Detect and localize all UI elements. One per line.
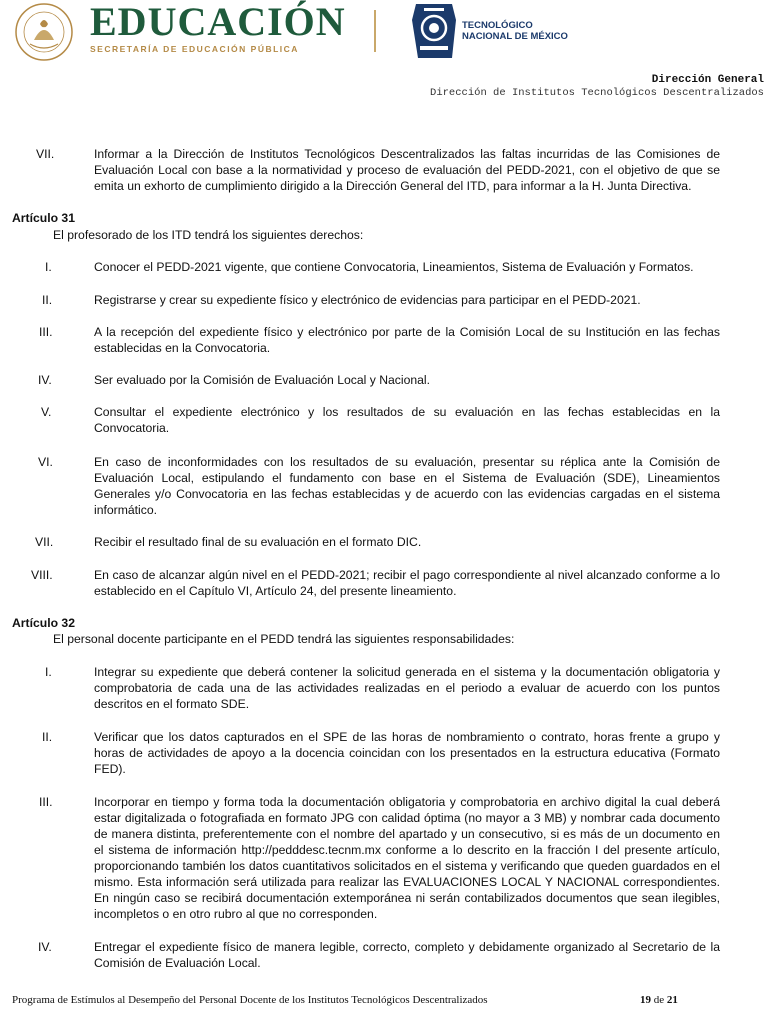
- item-text: Entregar el expediente físico de manera legible, correcto, completo y debidamente organizado al Secretario de la Comisión de Evaluación Local.: [94, 940, 720, 970]
- item-text: Informar a la Dirección de Institutos Tecnológicos Descentralizados las faltas incurridas de las Comisiones de Evaluación Local con base a la normatividad y proceso de evaluación del PEDD-2021, con el objetivo de que se emita un exhorto de cumplimiento dirigido a la Dirección General del ITD, para informar a la H. Junta Directiva.: [94, 147, 720, 193]
- item-text: En caso de alcanzar algún nivel en el PEDD-2021; recibir el pago correspondiente al nivel alcanzado conforme a lo establecido en el Capítulo VI, Artículo 24, del presente lineamiento.: [94, 568, 720, 598]
- article-31-intro: El profesorado de los ITD tendrá los siguientes derechos:: [53, 228, 364, 242]
- item-number: VII.: [36, 147, 55, 161]
- item-number: IV.: [38, 373, 52, 387]
- item-text: En caso de inconformidades con los resultados de su evaluación, presentar su réplica ante la Comisión de Evaluación Local, estipulando el fundamento con base en el Sistema de Evaluación (SDE), Lineamientos Generales y/o Convocatoria en las fechas establecidas y de acuerdo con las evidencias cargadas en el sistema informático.: [94, 455, 720, 517]
- page-separator: de: [653, 994, 665, 1006]
- item-number: II.: [42, 730, 53, 744]
- page-total: 21: [666, 994, 678, 1006]
- footer-text: Programa de Estímulos al Desempeño del Personal Docente de los Institutos Tecnológicos Descentralizados: [12, 994, 488, 1006]
- tecnm-name: [462, 20, 568, 42]
- item-text: Incorporar en tiempo y forma toda la documentación obligatoria y comprobatoria en archivo digital la cual deberá estar digitalizada o fotografiada en formato JPG con calidad óptima (no mayor a 3 MB) y nombrar cada documento de manera distinta, preferentemente con el nombre del apartado y un consecutivo, si es más de un documento en el sistema de información http://pedddesc.tecnm.mx conforme a lo descrito en la fracción I del presente artículo, proporcionando también los datos cuantitativos solicitados en el sistema y verificando que queden guardados en el mismo. Esta información será utilizada para realizar las EVALUACIONES LOCAL Y NACIONAL correspondientes. En ningún caso se recibirá documentación extemporánea ni serán contabilizados documentos que sean ilegibles, incompletos o en otro rubro al que no corresponden.: [94, 795, 720, 921]
- item-text: Verificar que los datos capturados en el SPE de las horas de nombramiento o contrato, horas frente a grupo y horas de actividades de apoyo a la docencia coincidan con los presentados en la estructura educativa (Formato FED).: [94, 730, 720, 776]
- item-text: Integrar su expediente que deberá contener la solicitud generada en el sistema y la documentación obligatoria y comprobatoria de cada una de las actividades realizadas en el periodo a evaluar de acuerdo con los puntos descritos en el formato SDE.: [94, 665, 720, 711]
- article-32-title: Artículo 32: [12, 616, 75, 630]
- item-text: Registrarse y crear su expediente físico y electrónico de evidencias para participar en el PEDD-2021.: [94, 293, 641, 307]
- item-number: VIII.: [31, 568, 53, 582]
- header-divider: [374, 10, 376, 52]
- educacion-title: EDUCACIÓN: [90, 0, 346, 44]
- article-32-intro: El personal docente participante en el PEDD tendrá las siguientes responsabilidades:: [53, 632, 515, 646]
- item-number: II.: [42, 293, 53, 307]
- direccion-institutos: Dirección de Institutos Tecnológicos Descentralizados: [430, 87, 764, 99]
- item-number: III.: [39, 325, 53, 339]
- item-text: A la recepción del expediente físico y electrónico por parte de la Comisión Local de su Institución en las fechas establecidas en la Convocatoria.: [94, 325, 720, 355]
- item-number: I.: [45, 260, 52, 274]
- item-number: VI.: [38, 455, 53, 469]
- tecnm-line2: NACIONAL DE MÉXICO: [462, 31, 568, 42]
- item-number: V.: [41, 405, 52, 419]
- item-text: Conocer el PEDD-2021 vigente, que contiene Convocatoria, Lineamientos, Sistema de Evaluación y Formatos.: [94, 260, 694, 274]
- item-text: Consultar el expediente electrónico y los resultados de su evaluación en las fechas establecidas en la Convocatoria.: [94, 405, 720, 435]
- mexico-seal-logo: [10, 2, 78, 62]
- sep-subtitle: SECRETARÍA DE EDUCACIÓN PÚBLICA: [90, 44, 299, 54]
- page-current: 19: [640, 994, 651, 1006]
- item-number: VII.: [35, 535, 54, 549]
- page-number: [640, 994, 678, 1006]
- item-number: I.: [45, 665, 52, 679]
- item-number: III.: [39, 795, 53, 809]
- item-text: Ser evaluado por la Comisión de Evaluación Local y Nacional.: [94, 373, 431, 387]
- direccion-general: Dirección General: [651, 74, 764, 86]
- tecnm-line1: TECNOLÓGICO: [462, 20, 533, 31]
- tecnm-logo: [410, 0, 458, 62]
- item-text: Recibir el resultado final de su evaluación en el formato DIC.: [94, 535, 422, 549]
- item-number: IV.: [38, 940, 52, 954]
- article-31-title: Artículo 31: [12, 211, 75, 225]
